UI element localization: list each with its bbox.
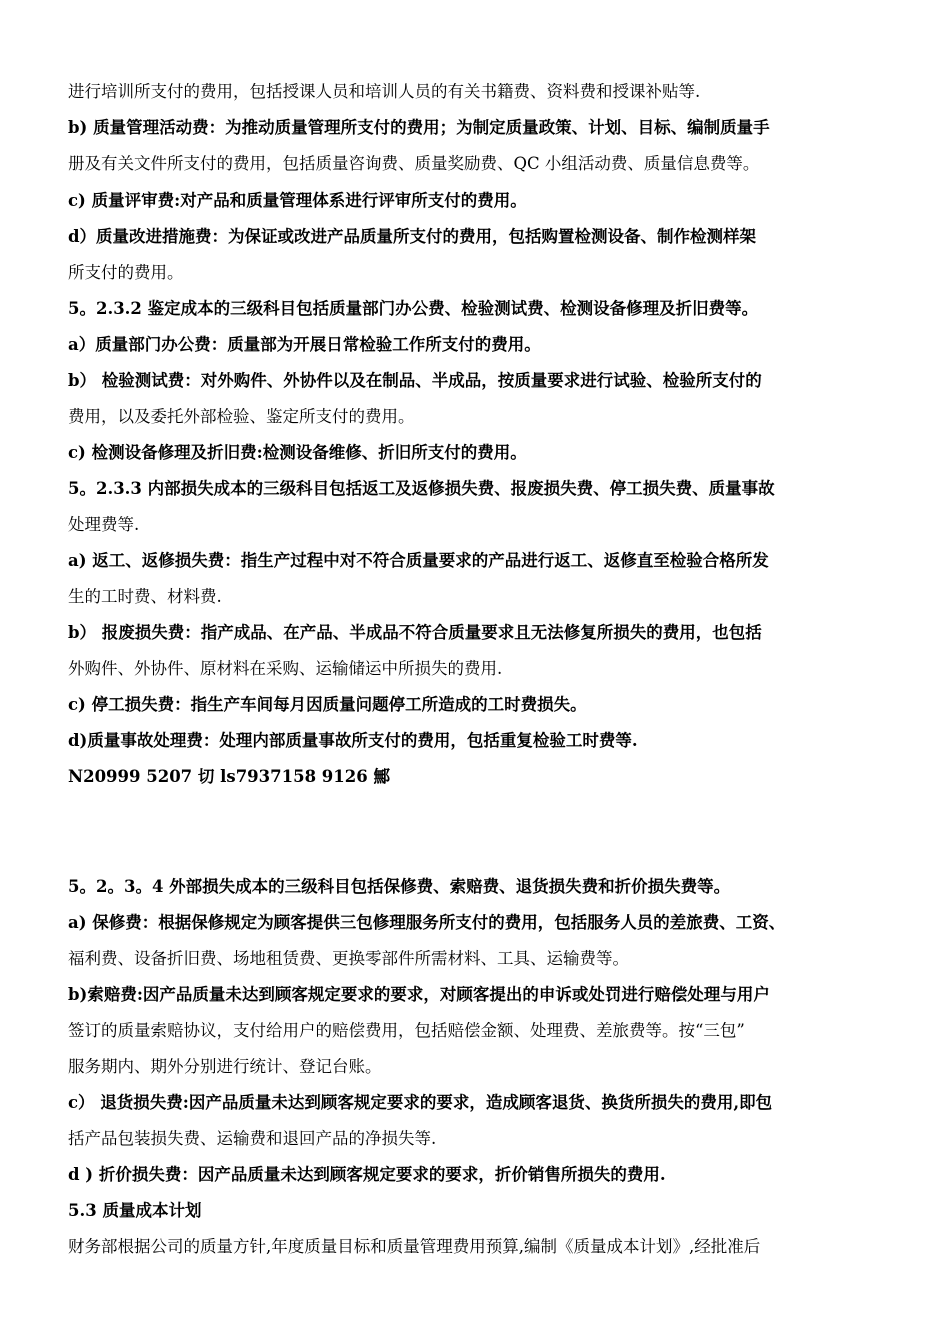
- section-heading: 5。2.3.3 内部损失成本的三级科目包括返工及返修损失费、报废损失费、停工损失费、质量事故: [68, 479, 775, 498]
- text-line: 生的工时费、材料费.: [68, 587, 222, 606]
- text-line: 福利费、设备折旧费、场地租赁费、更换零部件所需材料、工具、运输费等。: [68, 949, 629, 968]
- text-line: c) 检测设备修理及折旧费:检测设备维修、折旧所支付的费用。: [68, 443, 527, 462]
- text-line: N20999 5207 切 ls7937158 9126 鄦: [68, 767, 390, 786]
- text-line: d）质量改进措施费：为保证或改进产品质量所支付的费用，包括购置检测设备、制作检测样架: [68, 227, 757, 246]
- text-line: b） 报废损失费：指产成品、在产品、半成品不符合质量要求且无法修复所损失的费用，也包括: [68, 623, 762, 642]
- text-line: 财务部根据公司的质量方针,年度质量目标和质量管理费用预算,编制《质量成本计划》,经批准后: [68, 1237, 761, 1256]
- text-line: b) 质量管理活动费：为推动质量管理所支付的费用；为制定质量政策、计划、目标、编制质量手: [68, 118, 770, 137]
- section-heading: 5。2.3.2 鉴定成本的三级科目包括质量部门办公费、检验测试费、检测设备修理及折旧费等。: [68, 299, 759, 318]
- text-line: a）质量部门办公费：质量部为开展日常检验工作所支付的费用。: [68, 335, 541, 354]
- text-line: 费用，以及委托外部检验、鉴定所支付的费用。: [68, 407, 415, 426]
- text-line: b） 检验测试费：对外购件、外协件以及在制品、半成品，按质量要求进行试验、检验所支付的: [68, 371, 762, 390]
- text-line: 外购件、外协件、原材料在采购、运输储运中所损失的费用.: [68, 659, 503, 678]
- text-line: 册及有关文件所支付的费用，包括质量咨询费、质量奖励费、QC 小组活动费、质量信息费等。: [68, 154, 760, 173]
- text-line: c) 质量评审费:对产品和质量管理体系进行评审所支付的费用。: [68, 191, 527, 210]
- text-line: a) 保修费：根据保修规定为顾客提供三包修理服务所支付的费用，包括服务人员的差旅费、工资、: [68, 913, 786, 932]
- text-line: 处理费等.: [68, 515, 140, 534]
- text-line: 服务期内、期外分别进行统计、登记台账。: [68, 1057, 382, 1076]
- text-line: 进行培训所支付的费用，包括授课人员和培训人员的有关书籍费、资料费和授课补贴等.: [68, 82, 701, 101]
- text-line: d)质量事故处理费：处理内部质量事故所支付的费用，包括重复检验工时费等.: [68, 731, 638, 750]
- section-heading: 5。2。3。4 外部损失成本的三级科目包括保修费、索赔费、退货损失费和折价损失费等。: [68, 877, 731, 896]
- text-line: d ) 折价损失费：因产品质量未达到顾客规定要求的要求，折价销售所损失的费用.: [68, 1165, 666, 1184]
- text-line: b)索赔费:因产品质量未达到顾客规定要求的要求，对顾客提出的申诉或处罚进行赔偿处理与用户: [68, 985, 770, 1004]
- text-line: 括产品包装损失费、运输费和退回产品的净损失等.: [68, 1129, 437, 1148]
- text-line: 签订的质量索赔协议，支付给用户的赔偿费用，包括赔偿金额、处理费、差旅费等。按“三包”: [68, 1021, 745, 1040]
- text-line: c) 停工损失费：指生产车间每月因质量问题停工所造成的工时费损失。: [68, 695, 587, 714]
- text-line: a) 返工、返修损失费：指生产过程中对不符合质量要求的产品进行返工、返修直至检验合格所发: [68, 551, 769, 570]
- text-line: 所支付的费用。: [68, 263, 184, 282]
- text-line: c） 退货损失费:因产品质量未达到顾客规定要求的要求，造成顾客退货、换货所损失的费用,即包: [68, 1093, 773, 1112]
- section-heading: 5.3 质量成本计划: [68, 1201, 202, 1220]
